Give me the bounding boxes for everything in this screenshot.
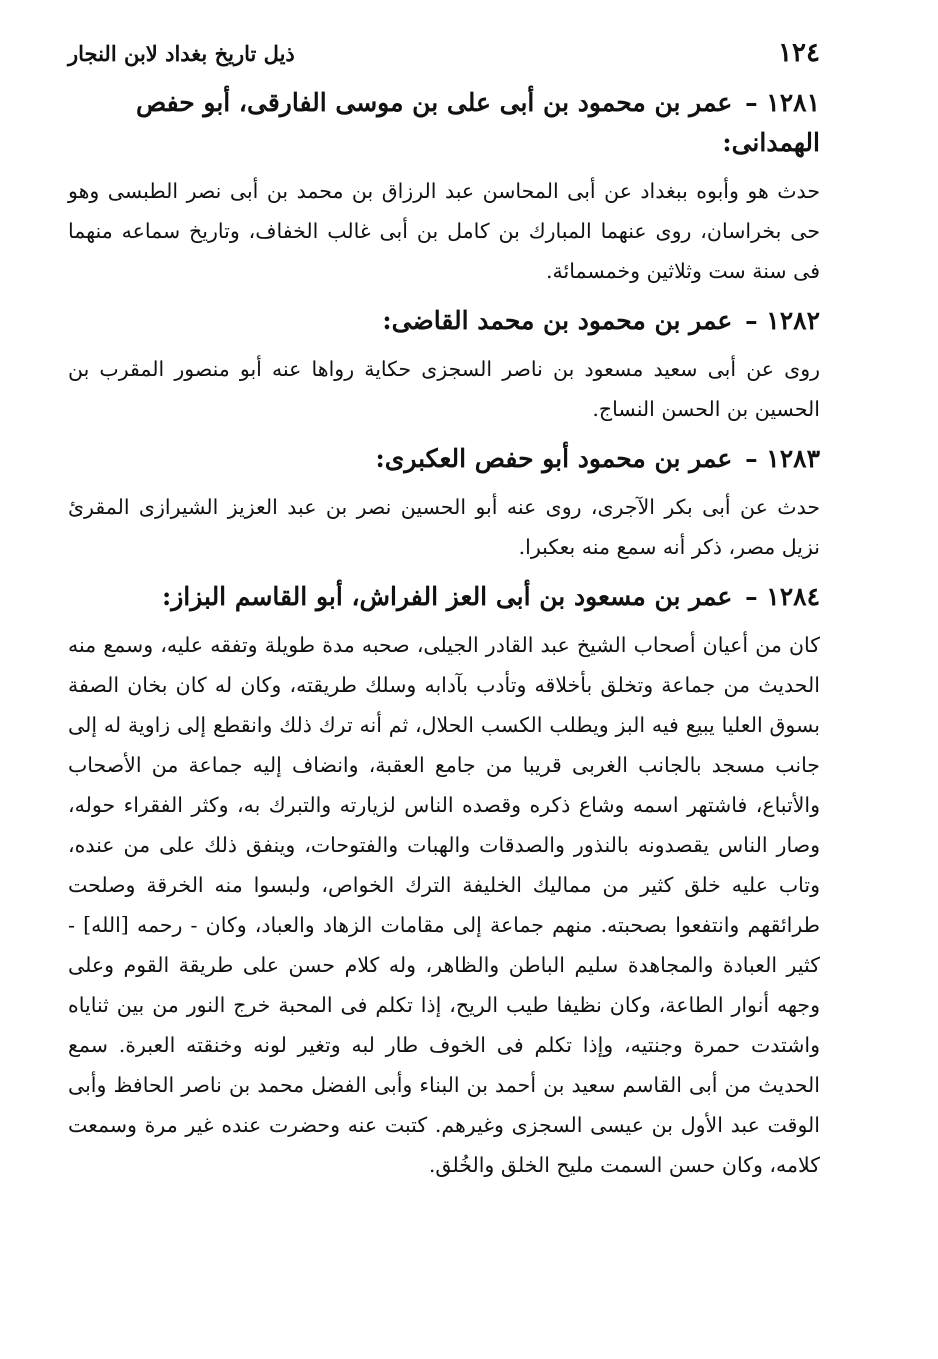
entry-number: ١٢٨٣ – [745,444,820,473]
entry-title: عمر بن محمود أبو حفص العكبرى: [375,444,733,473]
entry-title: عمر بن محمود بن محمد القاضى: [382,306,733,335]
entry-heading [68,301,820,341]
entry-number: ١٢٨١ – [745,88,820,117]
entry-heading [68,83,820,163]
entry-body: كان من أعيان أصحاب الشيخ عبد القادر الجيلى، صحبه مدة طويلة وتفقه عليه، وسمع منه الحديث من جماعة وتخلق بأخلاقه وتأدب بآدابه وسلك طريقته، وكان له كان بخان الصفة بسوق العليا يبيع فيه البز ويطلب الكسب الحلال، ثم أنه ترك ذلك وانقطع إلى زاوية له إلى جانب مسجد بالجانب الغربى قريبا من جامع العقبة، وانضاف إليه جماعة من الأصحاب والأتباع، فاشتهر اسمه وشاع ذكره وقصده الناس لزيارته والتبرك به، وكثر الفقراء حوله، وصار الناس يقصدونه بالنذور والصدقات والهبات والفتوحات، وينفق ذلك على من عنده، وتاب عليه خلق كثير من مماليك الخليفة الترك الخواص، ولبسوا منه الخرقة وصلحت طرائقهم وانتفعوا بصحبته. منهم جماعة إلى مقامات الزهاد والعباد، وكان - رحمه [الله] - كثير العبادة والمجاهدة سليم الباطن والظاهر، وله كلام حسن على طريقة القوم وعلى وجهه أنوار الطاعة، وكان نظيفا طيب الريح، إذا تكلم فى المحبة خرج النور من بين ثناياه واشتدت حمرة وجنتيه، وإذا تكلم فى الخوف طار لبه وتغير لونه وخنقته العبرة. سمع الحديث من أبى القاسم سعيد بن أحمد بن البناء وأبى الفضل محمد بن ناصر الحافظ وأبى الوقت عبد الأول بن عيسى السجزى وغيرهم. كتبت عنه وحضرت عنده غير مرة وسمعت كلامه، وكان حسن السمت مليح الخلق والخُلق. [68,633,820,1177]
entry-body: روى عن أبى سعيد مسعود بن ناصر السجزى حكاية رواها عنه أبو منصور المقرب بن الحسين بن الحسن النساج. [68,357,820,421]
entry-1284 [68,577,820,1185]
entry-1282 [68,301,820,429]
entry-heading [68,577,820,617]
entry-body: حدث عن أبى بكر الآجرى، روى عنه أبو الحسين نصر بن عبد العزيز الشيرازى المقرئ نزيل مصر، ذكر أنه سمع منه بعكبرا. [68,495,820,559]
entry-1281 [68,83,820,291]
entry-1283 [68,439,820,567]
entry-number: ١٢٨٢ – [745,306,820,335]
book-title: ذيل تاريخ بغداد لابن النجار [68,41,295,66]
entry-title: عمر بن مسعود بن أبى العز الفراش، أبو القاسم البزاز: [161,582,733,611]
running-head [68,36,820,75]
entry-body: حدث هو وأبوه ببغداد عن أبى المحاسن عبد الرزاق بن محمد بن أبى نصر الطبسى وهو حى بخراسان، روى عنهما المبارك بن كامل بن أبى غالب الخفاف، وتاريخ سماعه منهما فى سنة ست وثلاثين وخمسمائة. [68,179,820,283]
page-number: ١٢٤ [778,38,820,68]
entry-number: ١٢٨٤ – [745,582,820,611]
entry-heading [68,439,820,479]
entry-title: عمر بن محمود بن أبى على بن موسى الفارقى، أبو حفص الهمدانى: [135,88,820,157]
